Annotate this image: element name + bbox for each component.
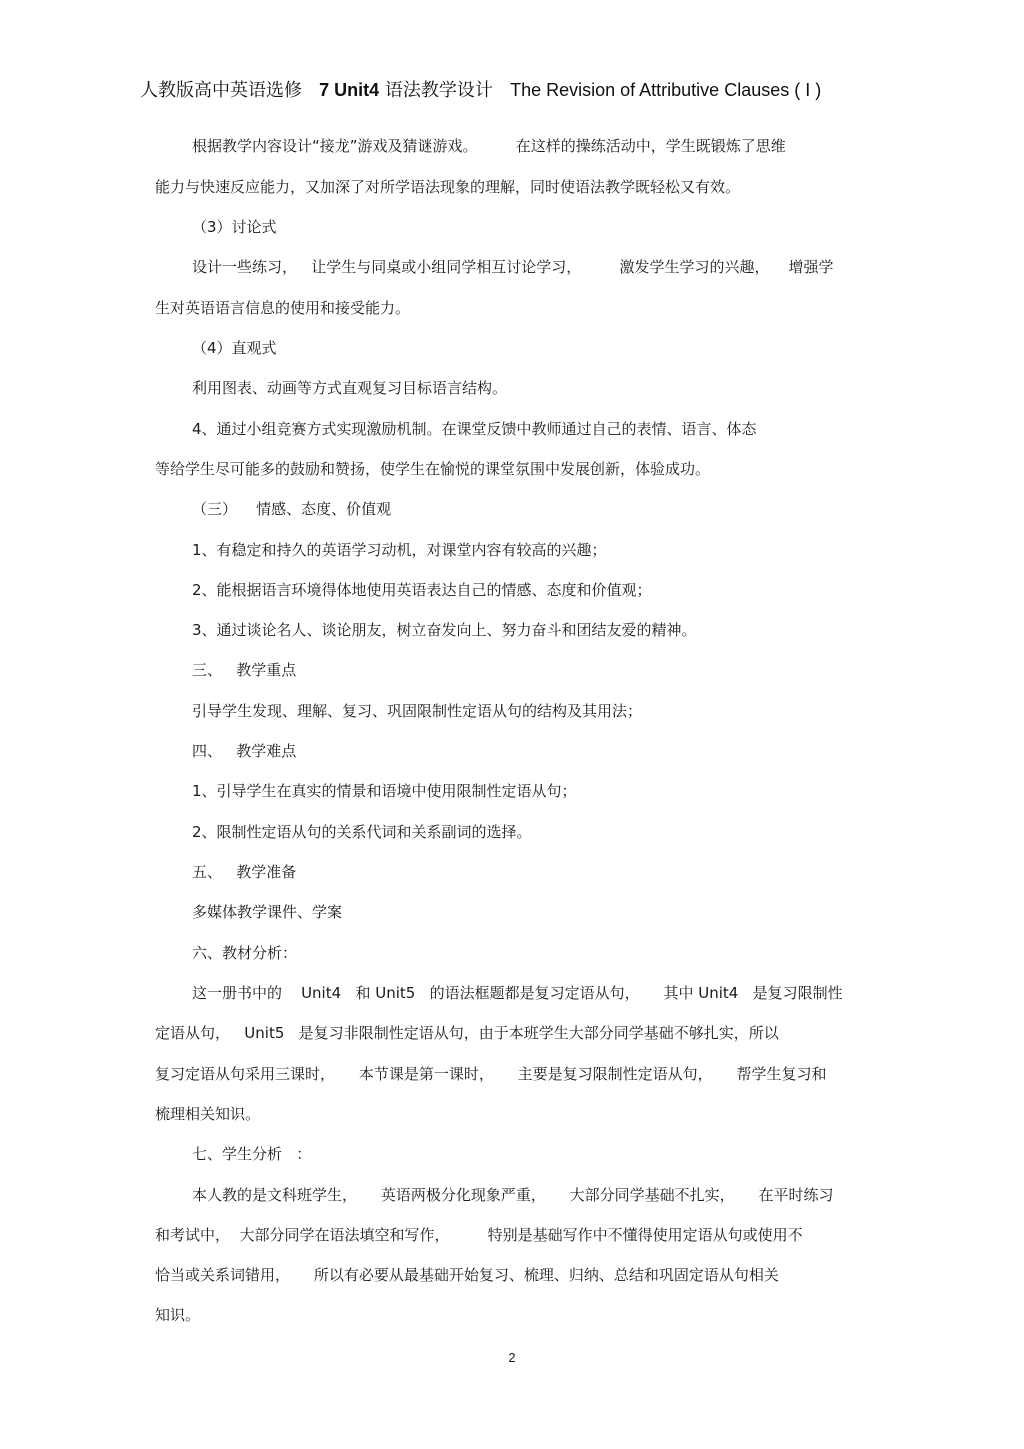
header-unit: 7 Unit4 — [319, 80, 380, 100]
body-line: 等给学生尽可能多的鼓励和赞扬，使学生在愉悦的课堂氛围中发展创新，体验成功。 — [155, 460, 711, 478]
section-heading: 五、 教学准备 — [192, 863, 297, 881]
body-line: 知识。 — [155, 1306, 201, 1324]
body-line: 2、限制性定语从句的关系代词和关系副词的选择。 — [192, 823, 532, 841]
body-line: 利用图表、动画等方式直观复习目标语言结构。 — [192, 379, 508, 397]
body-line: 梳理相关知识。 — [155, 1105, 261, 1123]
body-line: 能力与快速反应能力，又加深了对所学语法现象的理解，同时使语法教学既轻松又有效。 — [155, 178, 741, 196]
section-heading: 四、 教学难点 — [192, 742, 297, 760]
header-prefix: 人教版高中英语选修 — [140, 80, 302, 101]
body-line: 3、通过谈论名人、谈论朋友，树立奋发向上、努力奋斗和团结友爱的精神。 — [192, 621, 697, 639]
body-line: 多媒体教学课件、学案 — [192, 903, 343, 921]
page-number: 2 — [508, 1350, 516, 1365]
body-line: 4、通过小组竞赛方式实现激励机制。在课堂反馈中教师通过自己的表情、语言、体态 — [192, 420, 757, 438]
body-line: 2、能根据语言环境得体地使用英语表达自己的情感、态度和价值观； — [192, 581, 652, 599]
body-line: 定语从句， Unit5 是复习非限制性定语从句，由于本班学生大部分同学基础不够扎实，所以 — [155, 1024, 779, 1042]
body-line: 1、有稳定和持久的英语学习动机，对课堂内容有较高的兴趣； — [192, 541, 607, 559]
body-line: 恰当或关系词错用， 所以有必要从最基础开始复习、梳理、归纳、总结和巩固定语从句相关 — [155, 1266, 779, 1284]
body-line: （4）直观式 — [192, 339, 277, 357]
body-line: 这一册书中的 Unit4 和 Unit5 的语法框题都是复习定语从句， 其中 Unit4 是复习限制性 — [192, 984, 843, 1002]
body-line: 复习定语从句采用三课时， 本节课是第一课时， 主要是复习限制性定语从句， 帮学生复习和 — [155, 1065, 827, 1083]
body-line: （3）讨论式 — [192, 218, 277, 236]
body-line: 设计一些练习， 让学生与同桌或小组同学相互讨论学习， 激发学生学习的兴趣， 增强学 — [192, 258, 834, 276]
header-mid: 语法教学设计 — [384, 80, 493, 101]
header-english-title: The Revision of Attributive Clauses ( I ) — [510, 80, 822, 100]
body-line: 本人教的是文科班学生， 英语两极分化现象严重， 大部分同学基础不扎实， 在平时练习 — [192, 1186, 834, 1204]
body-line: 引导学生发现、理解、复习、巩固限制性定语从句的结构及其用法； — [192, 702, 643, 720]
section-heading: 六、教材分析： — [192, 944, 298, 962]
section-heading: （三） 情感、态度、价值观 — [192, 500, 392, 518]
section-heading: 三、 教学重点 — [192, 661, 297, 679]
body-line: 和考试中， 大部分同学在语法填空和写作， 特别是基础写作中不懂得使用定语从句或使用不 — [155, 1226, 803, 1244]
body-line: 1、引导学生在真实的情景和语境中使用限制性定语从句； — [192, 782, 577, 800]
section-heading: 七、学生分析 ： — [192, 1145, 312, 1163]
document-header — [140, 76, 821, 102]
body-line: 生对英语语言信息的使用和接受能力。 — [155, 299, 411, 317]
body-line: 根据教学内容设计“接龙”游戏及猜谜游戏。 在这样的操练活动中，学生既锻炼了思维 — [192, 137, 786, 155]
